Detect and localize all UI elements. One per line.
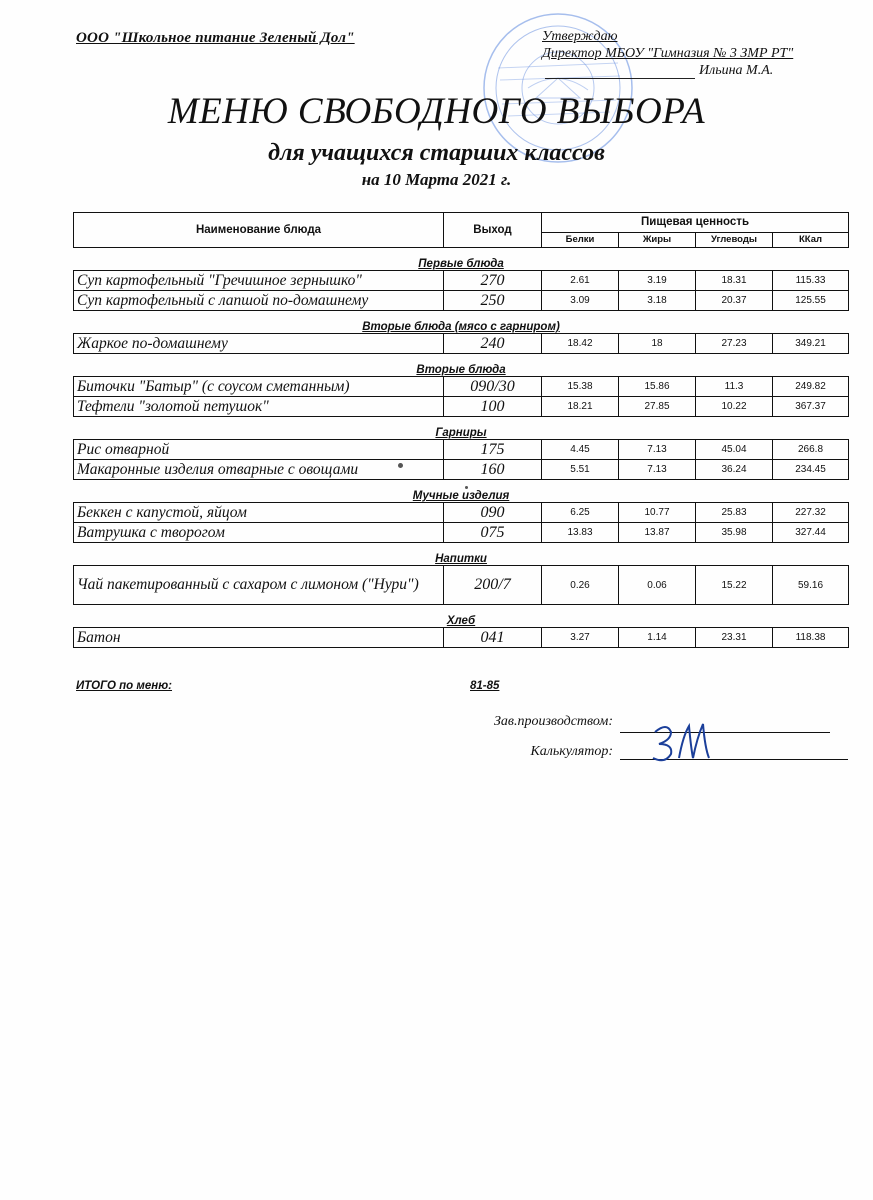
- production-manager-label: Зав.производством:: [493, 714, 613, 729]
- table-row: [74, 377, 849, 397]
- table-row: [74, 566, 849, 605]
- section-title: Первые блюда: [418, 258, 504, 270]
- table-row: [74, 523, 849, 543]
- header-output: Выход: [444, 213, 542, 248]
- dish-name: Беккен с капустой, яйцом: [74, 503, 444, 523]
- dish-carbs: 15.22: [696, 566, 773, 605]
- dish-carbs: 45.04: [696, 440, 773, 460]
- dish-output: 041: [444, 628, 542, 648]
- dish-carbs: 35.98: [696, 523, 773, 543]
- dish-fat: 0.06: [619, 566, 696, 605]
- dish-protein: 6.25: [542, 503, 619, 523]
- table-row: [74, 460, 849, 480]
- dish-carbs: 10.22: [696, 397, 773, 417]
- section-title: Хлеб: [446, 615, 476, 627]
- table-row: [74, 628, 849, 648]
- dish-protein: 15.38: [542, 377, 619, 397]
- table-row: [74, 291, 849, 311]
- table-row: [74, 440, 849, 460]
- approval-block: [542, 28, 793, 79]
- dish-output: 090/30: [444, 377, 542, 397]
- document-title: МЕНЮ СВОБОДНОГО ВЫБОРА: [167, 91, 706, 132]
- dish-protein: 3.27: [542, 628, 619, 648]
- dish-output: 175: [444, 440, 542, 460]
- dish-output: 075: [444, 523, 542, 543]
- dish-kcal: 115.33: [773, 271, 849, 291]
- dish-kcal: 125.55: [773, 291, 849, 311]
- section-title: Вторые блюда (мясо с гарниром): [362, 321, 560, 333]
- company-name: ООО "Школьное питание Зеленый Дол": [76, 30, 355, 46]
- header-fat: Жиры: [619, 232, 696, 247]
- dish-fat: 15.86: [619, 377, 696, 397]
- dish-kcal: 227.32: [773, 503, 849, 523]
- dish-fat: 18: [619, 334, 696, 354]
- dish-name: Батон: [74, 628, 444, 648]
- section-title: Вторые блюда: [416, 364, 506, 376]
- dish-name: Суп картофельный с лапшой по-домашнему: [74, 291, 444, 311]
- dish-name: Биточки "Батыр" (с соусом сметанным): [74, 377, 444, 397]
- dish-output: 160: [444, 460, 542, 480]
- approve-label: Утверждаю: [542, 29, 618, 44]
- dish-carbs: 18.31: [696, 271, 773, 291]
- approve-signature-line: [545, 66, 695, 79]
- section-title: Мучные изделия: [412, 490, 510, 502]
- dish-kcal: 367.37: [773, 397, 849, 417]
- dish-protein: 18.21: [542, 397, 619, 417]
- approve-name: Ильина М.А.: [699, 63, 774, 78]
- dish-protein: 18.42: [542, 334, 619, 354]
- dish-protein: 4.45: [542, 440, 619, 460]
- approve-position: Директор МБОУ "Гимназия № 3 ЗМР РТ": [542, 46, 794, 61]
- section-title: Напитки: [435, 553, 487, 565]
- header-dish-name: Наименование блюда: [74, 213, 444, 248]
- dish-fat: 10.77: [619, 503, 696, 523]
- dish-fat: 1.14: [619, 628, 696, 648]
- dish-protein: 13.83: [542, 523, 619, 543]
- dish-protein: 0.26: [542, 566, 619, 605]
- dish-carbs: 36.24: [696, 460, 773, 480]
- table-row: [74, 397, 849, 417]
- handwritten-signature: [645, 718, 715, 768]
- dish-carbs: 27.23: [696, 334, 773, 354]
- dish-kcal: 234.45: [773, 460, 849, 480]
- dish-name: Макаронные изделия отварные с овощами: [74, 460, 444, 480]
- dish-name: Чай пакетированный с сахаром с лимоном ("Нури"): [74, 566, 444, 605]
- header-carbs: Углеводы: [696, 232, 773, 247]
- dish-kcal: 249.82: [773, 377, 849, 397]
- total-label: ИТОГО по меню:: [76, 680, 173, 692]
- dish-output: 270: [444, 271, 542, 291]
- table-row: [74, 271, 849, 291]
- dish-carbs: 20.37: [696, 291, 773, 311]
- dish-output: 240: [444, 334, 542, 354]
- dish-kcal: 266.8: [773, 440, 849, 460]
- table-row: [74, 334, 849, 354]
- dish-name: Суп картофельный "Гречишное зернышко": [74, 271, 444, 291]
- dish-fat: 7.13: [619, 440, 696, 460]
- dish-fat: 3.19: [619, 271, 696, 291]
- dish-output: 250: [444, 291, 542, 311]
- table-row: [74, 503, 849, 523]
- dish-kcal: 118.38: [773, 628, 849, 648]
- dish-kcal: 327.44: [773, 523, 849, 543]
- dish-fat: 13.87: [619, 523, 696, 543]
- dish-output: 090: [444, 503, 542, 523]
- dish-name: Ватрушка с творогом: [74, 523, 444, 543]
- dish-carbs: 25.83: [696, 503, 773, 523]
- menu-table: [73, 212, 849, 648]
- dish-name: Жаркое по-домашнему: [74, 334, 444, 354]
- calculator-label: Калькулятор:: [530, 744, 613, 759]
- dish-name: Рис отварной: [74, 440, 444, 460]
- dish-output: 100: [444, 397, 542, 417]
- approve-signature-row: [542, 62, 793, 79]
- paper-mark: [465, 486, 468, 489]
- dish-fat: 7.13: [619, 460, 696, 480]
- dish-output: 200/7: [444, 566, 542, 605]
- document-subtitle: для учащихся старших классов: [268, 140, 605, 166]
- header-nutrition: Пищевая ценность: [542, 213, 849, 233]
- document-date: на 10 Марта 2021 г.: [361, 170, 512, 189]
- dish-fat: 3.18: [619, 291, 696, 311]
- dish-fat: 27.85: [619, 397, 696, 417]
- dish-kcal: 59.16: [773, 566, 849, 605]
- dish-protein: 5.51: [542, 460, 619, 480]
- header-protein: Белки: [542, 232, 619, 247]
- dish-carbs: 11.3: [696, 377, 773, 397]
- dish-protein: 2.61: [542, 271, 619, 291]
- header-kcal: ККал: [773, 232, 849, 247]
- dish-kcal: 349.21: [773, 334, 849, 354]
- dish-protein: 3.09: [542, 291, 619, 311]
- dish-name: Тефтели "золотой петушок": [74, 397, 444, 417]
- dish-carbs: 23.31: [696, 628, 773, 648]
- paper-mark: [398, 463, 403, 468]
- total-value: 81-85: [470, 680, 500, 692]
- section-title: Гарниры: [435, 427, 487, 439]
